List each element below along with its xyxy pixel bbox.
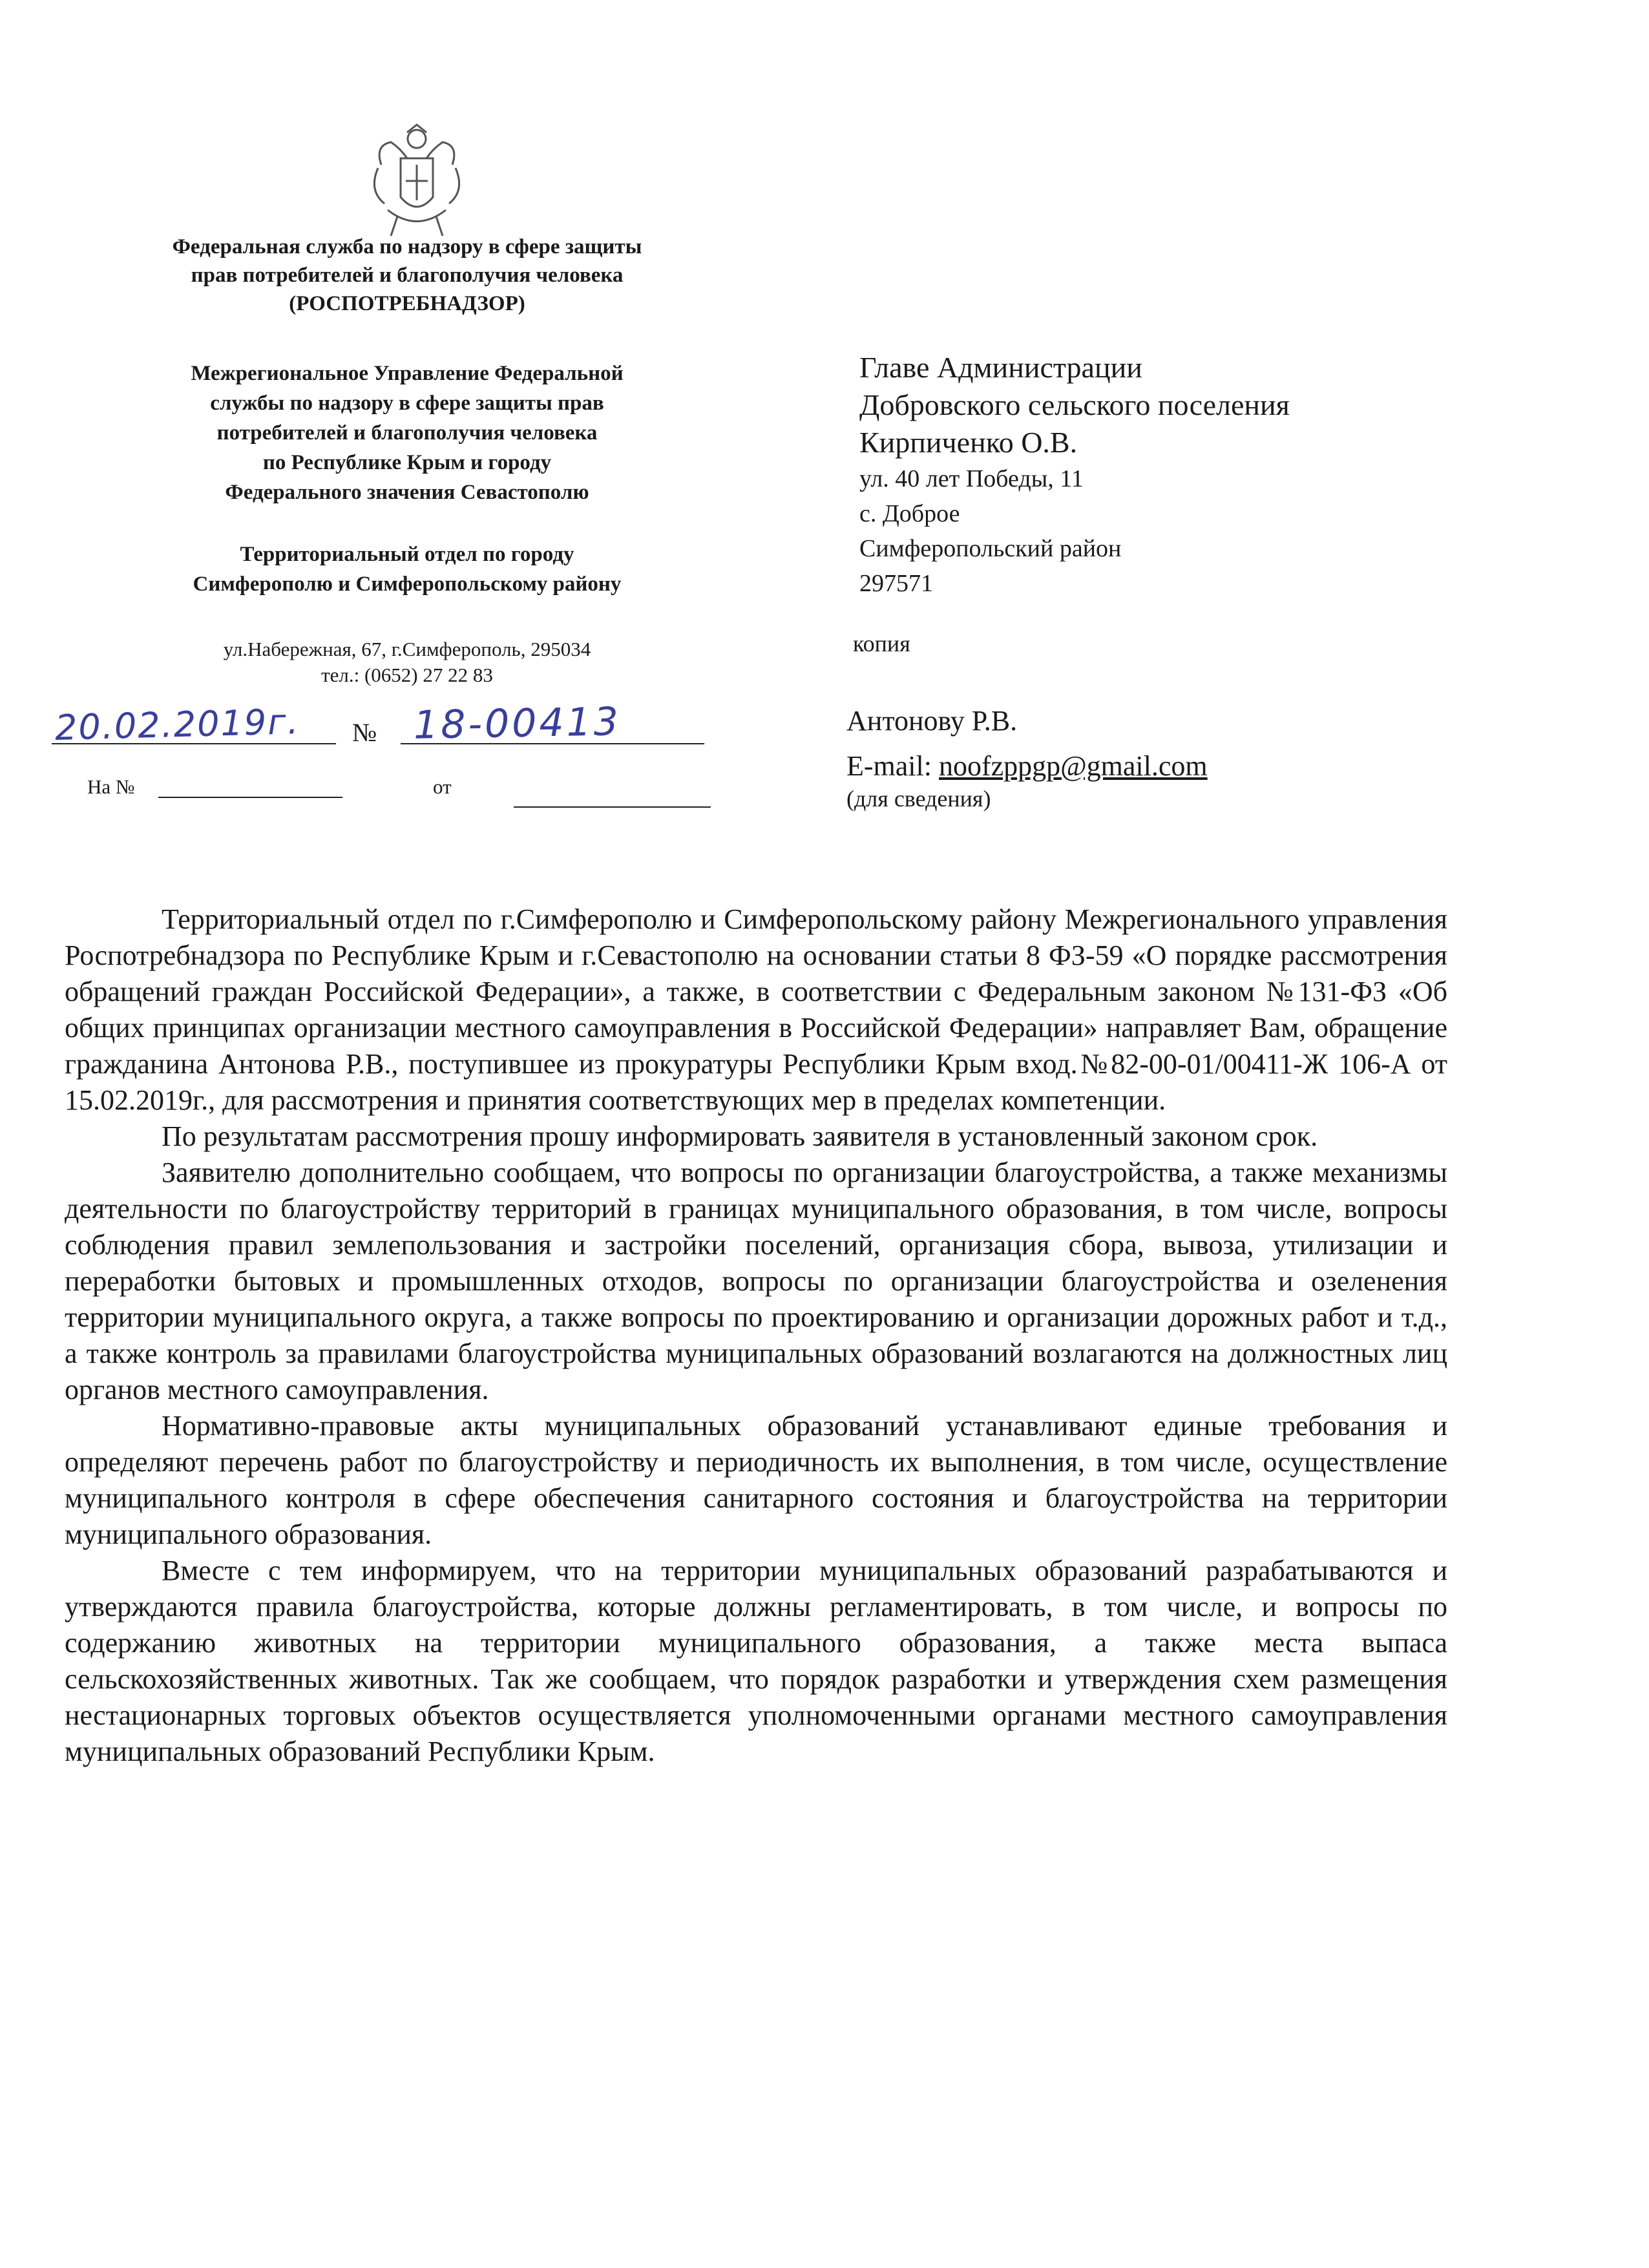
agency-line: Федеральная служба по надзору в сфере защиты (172, 235, 642, 258)
regional-office-name (84, 359, 730, 507)
from-underline (514, 806, 711, 808)
body-paragraph: Нормативно-правовые акты муниципальных образований устанавливают единые требования и определяют перечень работ по благоустройству и периодичность их выполнения, в том числе, осуществление муниципального контроля в сфере обеспечения санитарного состояния и благоустройства на территории муниципального образования. (65, 1410, 1447, 1550)
sender-street: ул.Набережная, 67, г.Симферополь, 295034 (223, 638, 591, 660)
recipient-village: с. Доброе (859, 500, 960, 527)
email-label: E-mail: (846, 750, 932, 782)
body-paragraph: Территориальный отдел по г.Симферополю и Симферопольскому району Межрегионального управления Роспотребнадзора по Республике Крым и г.Севастополю на основании статьи 8 ФЗ-59 «О порядке рассмотрения обращений граждан Российской Федерации», а также, в соответствии с Федеральным законом №131-ФЗ «Об общих принципах организации местного самоуправления в Российской Федерации» направляет Вам, обращение гражданина Антонова Р.В., поступившее из прокуратуры Республики Крым вход.№82-00-01/00411-Ж 106-А от 15.02.2019г., для рассмотрения и принятия соответствующих мер в пределах компетенции. (65, 903, 1447, 1116)
agency-name (84, 233, 730, 289)
sender-address (142, 636, 672, 688)
body-paragraph: Заявителю дополнительно сообщаем, что вопросы по организации благоустройства, а также механизмы деятельности по благоустройству территорий в границах муниципального образования, в том числе, вопросы соблюдения правил землепользования и застройки поселений, организация сбора, вывоза, утилизации и переработки бытовых и промышленных отходов, вопросы по организации благоустройства и озеленения территории муниципального округа, а также вопросы по проектированию и организации дорожных работ и т.д., а также контроль за правилами благоустройства муниципальных образований возлагаются на должностных лиц органов местного самоуправления. (65, 1157, 1447, 1405)
agency-line: прав потребителей и благополучия человека (191, 264, 624, 287)
copy-label: копия (853, 631, 910, 656)
agency-abbreviation: (РОСПОТРЕБНАДЗОР) (289, 292, 525, 315)
outgoing-date: 20.02.2019г. (54, 701, 300, 748)
copy-email (846, 750, 1208, 782)
letter-body (65, 901, 1447, 1770)
for-information-note: (для сведения) (846, 786, 991, 812)
territorial-line: Территориальный отдел по городу (240, 543, 574, 566)
territorial-line: Симферополю и Симферопольскому району (193, 572, 622, 596)
recipient-street: ул. 40 лет Победы, 11 (859, 465, 1084, 492)
regional-office-line: Межрегиональное Управление Федеральной (191, 362, 624, 385)
coat-of-arms-icon (362, 120, 472, 242)
territorial-department-name (84, 540, 730, 599)
regional-office-line: потребителей и благополучия человека (216, 421, 598, 445)
date-underline (52, 743, 336, 744)
sender-phone: тел.: (0652) 27 22 83 (321, 664, 493, 686)
outgoing-number: 18-00413 (413, 699, 622, 748)
recipient-title: Главе Администрации (859, 351, 1142, 384)
recipient-name: Кирпиченко О.В. (859, 426, 1078, 459)
on-number-label: На № (87, 775, 135, 798)
number-underline (401, 743, 704, 744)
regional-office-line: службы по надзору в сфере защиты прав (210, 392, 604, 415)
body-paragraph: Вместе с тем информируем, что на территории муниципальных образований разрабатываются и утверждаются правила благоустройства, которые должны регламентировать, в том числе, и вопросы по содержанию животных на территории муниципального образования, а также места выпаса сельскохозяйственных животных. Так же сообщаем, что порядок разработки и утверждения схем размещения нестационарных торговых объектов осуществляется уполномоченными органами местного самоуправления муниципальных образований Республики Крым. (65, 1555, 1447, 1767)
email-link[interactable]: noofzppgp@gmail.com (938, 750, 1208, 782)
from-label: от (433, 775, 452, 798)
recipient-organization: Добровского сельского поселения (859, 388, 1290, 421)
regional-office-line: по Республике Крым и городу (262, 451, 552, 474)
number-label: № (352, 718, 377, 747)
copy-recipient-name: Антонову Р.В. (846, 705, 1018, 737)
on-number-underline (158, 797, 342, 798)
regional-office-line: Федерального значения Севастополю (225, 481, 589, 504)
recipient-block (859, 349, 1290, 601)
recipient-district: Симферопольский район (859, 535, 1122, 562)
body-paragraph: По результатам рассмотрения прошу информировать заявителя в установленный законом срок. (162, 1120, 1318, 1152)
recipient-postcode: 297571 (859, 570, 933, 597)
